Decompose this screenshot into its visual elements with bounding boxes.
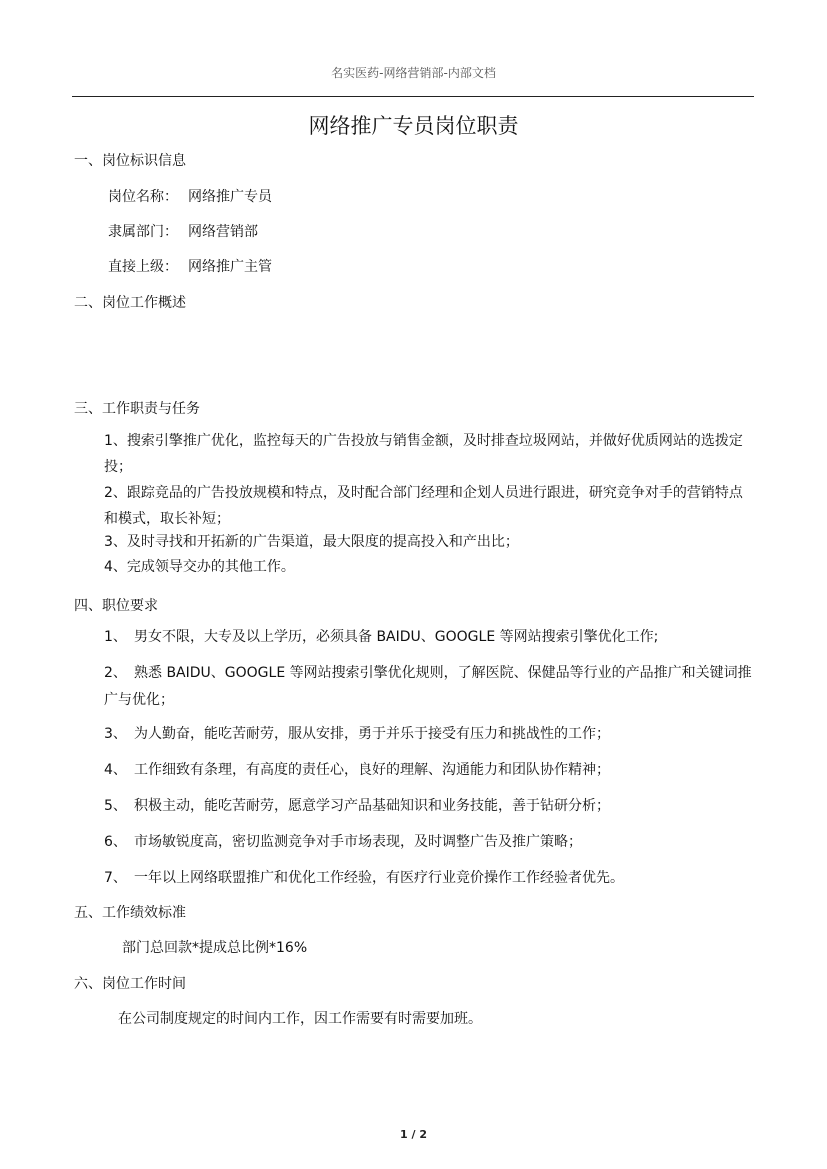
- requirement-text: 为人勤奋，能吃苦耐劳，服从安排，勇于并乐于接受有压力和挑战性的工作；: [134, 726, 610, 742]
- duty-item: 3、及时寻找和开拓新的广告渠道，最大限度的提高投入和产出比；: [104, 534, 519, 550]
- header-divider: [72, 96, 754, 97]
- requirement-text: 积极主动，能吃苦耐劳，愿意学习产品基础知识和业务技能，善于钻研分析；: [134, 798, 610, 814]
- duty-item: 2、跟踪竞品的广告投放规模和特点，及时配合部门经理和企划人员进行跟进，研究竞争对手的营销特点和模式，取长补短；: [104, 485, 743, 527]
- requirement-item: [104, 721, 754, 748]
- section-heading-overview: 二、岗位工作概述: [74, 295, 186, 311]
- section-heading-hours: 六、岗位工作时间: [74, 976, 186, 992]
- requirement-item: [104, 865, 754, 892]
- identity-row-supervisor: [108, 256, 272, 276]
- requirement-number: 5、: [104, 798, 127, 814]
- requirement-number: 4、: [104, 762, 127, 778]
- requirement-number: 6、: [104, 834, 127, 850]
- document-title: 网络推广专员岗位职责: [308, 114, 519, 138]
- section-heading-duties: 三、工作职责与任务: [74, 401, 200, 417]
- requirement-number: 1、: [104, 629, 127, 645]
- requirement-text: 市场敏锐度高，密切监测竞争对手市场表现，及时调整广告及推广策略；: [134, 834, 582, 850]
- requirement-item: [104, 793, 754, 820]
- requirement-number: 7、: [104, 870, 127, 886]
- section-heading-performance: 五、工作绩效标准: [74, 905, 186, 921]
- identity-row-position: [108, 186, 272, 206]
- requirement-text: 熟悉 BAIDU、GOOGLE 等网站搜索引擎优化规则，了解医院、保健品等行业的产品推广和关键词推广与优化；: [104, 665, 752, 708]
- identity-value: 网络推广主管: [188, 259, 272, 275]
- requirement-text: 男女不限，大专及以上学历，必须具备 BAIDU、GOOGLE 等网站搜索引擎优化工作;: [134, 629, 659, 645]
- performance-text: 部门总回款*提成总比例*16%: [122, 940, 308, 956]
- requirement-text: 一年以上网络联盟推广和优化工作经验，有医疗行业竞价操作工作经验者优先。: [134, 870, 624, 886]
- requirement-item: [104, 829, 754, 856]
- document-header: 名实医药-网络营销部-内部文档: [331, 66, 496, 80]
- requirement-number: 3、: [104, 726, 127, 742]
- identity-label: 直接上级：: [108, 259, 178, 275]
- section-heading-identity: 一、岗位标识信息: [74, 153, 186, 169]
- identity-label: 岗位名称：: [108, 189, 178, 205]
- page-number: 1 / 2: [400, 1128, 427, 1141]
- requirement-text: 工作细致有条理，有高度的责任心，良好的理解、沟通能力和团队协作精神；: [134, 762, 610, 778]
- requirement-item: [104, 757, 754, 784]
- requirement-item: [104, 660, 754, 714]
- section-heading-requirements: 四、职位要求: [74, 598, 158, 614]
- duty-item: 4、完成领导交办的其他工作。: [104, 559, 295, 575]
- identity-label: 隶属部门：: [108, 224, 178, 240]
- requirement-number: 2、: [104, 665, 127, 681]
- requirement-item: [104, 624, 754, 651]
- identity-value: 网络推广专员: [188, 189, 272, 205]
- identity-row-department: [108, 221, 258, 241]
- duty-item: 1、搜索引擎推广优化，监控每天的广告投放与销售金额，及时排查垃圾网站，并做好优质网站的选拨定投；: [104, 433, 743, 475]
- hours-text: 在公司制度规定的时间内工作，因工作需要有时需要加班。: [118, 1011, 482, 1027]
- identity-value: 网络营销部: [188, 224, 258, 240]
